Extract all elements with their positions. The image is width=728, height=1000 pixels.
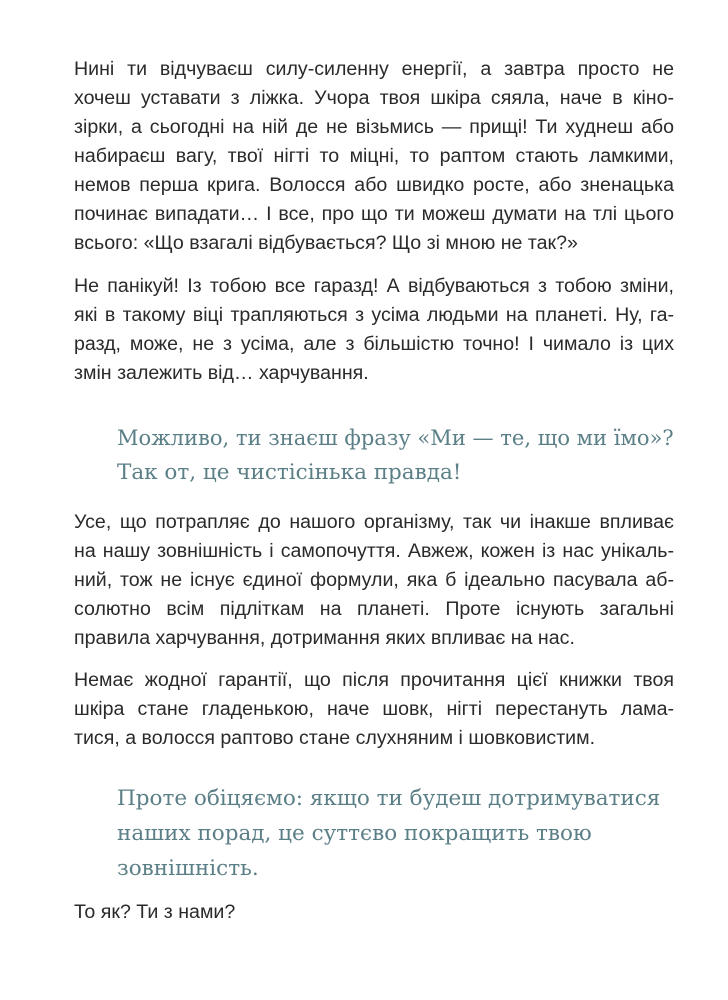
paragraph-line: тися, а волосся раптово стане слухняним і шовковистим. (74, 727, 596, 749)
pull-quote-promise (117, 781, 677, 886)
quote-line: наших порад, це суттєво покращить твою (117, 821, 592, 846)
pull-quote-we-are-what-we-eat (117, 420, 677, 490)
paragraph-line: всього: «Що взагалі відбувається? Що зі мною не так?» (74, 232, 578, 254)
paragraph-line: разд, може, не з усіма, але з більшістю точно! І чимало із цих (74, 333, 674, 355)
quote-line: Проте обіцяємо: якщо ти будеш дотримуватися (117, 786, 661, 811)
quote-line: Можливо, ти знаєш фразу «Ми — те, що ми їмо»? (117, 425, 674, 450)
paragraph-line: які в такому віці трапляються з усіма людьми на планеті. Ну, га- (74, 304, 674, 326)
paragraph-line: Не панікуй! Із тобою все гаразд! А відбуваються з тобою зміни, (74, 275, 674, 297)
paragraph-line: Немає жодної гарантії, що після прочитання цієї книжки твоя (74, 669, 674, 691)
paragraph-line: змін залежить від… харчування. (74, 362, 369, 384)
paragraph-line: на нашу зовнішність і самопочуття. Авжеж, кожен із нас унікаль- (74, 540, 674, 562)
paragraph-line: починає випадати… І все, про що ти можеш думати на тлі цього (74, 203, 674, 225)
paragraph-line: правила харчування, дотримання яких впливає на нас. (74, 627, 575, 649)
paragraph-line: шкіра стане гладенькою, наче шовк, нігті перестануть лама- (74, 698, 674, 720)
paragraph-line: То як? Ти з нами? (74, 901, 236, 923)
quote-line: Так от, це чистісінька правда! (117, 460, 462, 485)
quote-line: зовнішність. (117, 856, 259, 881)
paragraph-line: немов перша крига. Волосся або швидко росте, або зненацька (74, 174, 674, 196)
paragraph-intro (74, 55, 674, 258)
paragraph-line: зірки, а сьогодні на ній де не візьмись — прищі! Ти худнеш або (74, 116, 674, 138)
paragraph-line: солютно всім підліткам на планеті. Проте існують загальні (74, 598, 674, 620)
paragraph-line: Нині ти відчуваєш силу-силенну енергії, а завтра просто не (74, 58, 674, 80)
paragraph-line: Усе, що потрапляє до нашого організму, так чи інакше впливає (74, 511, 674, 533)
paragraph-body-influence (74, 508, 674, 653)
paragraph-line: набираєш вагу, твої нігті то міцні, то раптом стають ламкими, (74, 145, 674, 167)
paragraph-line: хочеш уставати з ліжка. Учора твоя шкіра сяяла, наче в кіно- (74, 87, 674, 109)
paragraph-dont-panic (74, 272, 674, 388)
paragraph-line: ний, тож не існує єдиної формули, яка б ідеально пасувала аб- (74, 569, 674, 591)
paragraph-no-guarantee (74, 666, 674, 753)
paragraph-closing-question (74, 898, 674, 927)
